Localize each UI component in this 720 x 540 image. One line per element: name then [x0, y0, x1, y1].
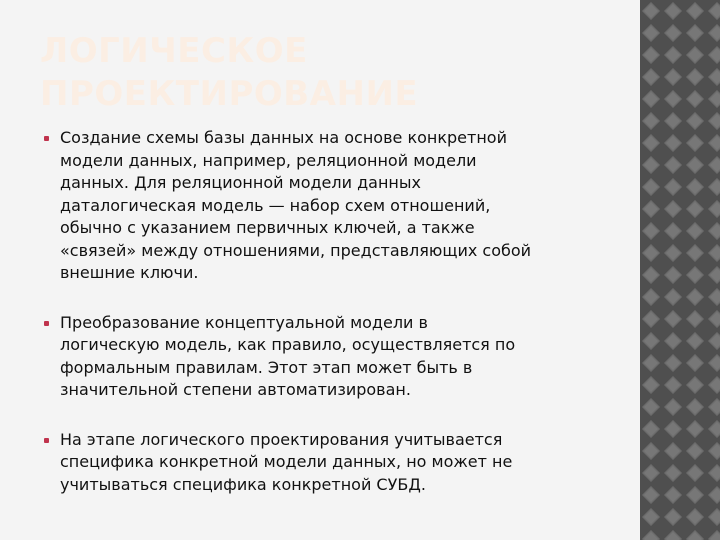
bullet-text-line: обычно с указанием первичных ключей, а также: [60, 218, 475, 237]
slide-title: [40, 30, 600, 116]
bullet-item: [44, 429, 604, 497]
bullet-text-line: значительной степени автоматизирован.: [60, 380, 411, 399]
slide-title-line: ЛОГИЧЕСКОЕ: [40, 31, 308, 71]
bullet-text-line: формальным правилам. Этот этап может быть в: [60, 357, 473, 377]
bullet-marker-icon: [44, 321, 49, 326]
bullet-list: [44, 127, 604, 523]
decorative-pattern-panel: [640, 0, 720, 540]
bullet-text-line: На этапе логического проектирования учитывается: [60, 429, 503, 449]
bullet-text: [60, 429, 604, 497]
bullet-item: [44, 127, 604, 285]
bullet-text-line: «связей» между отношениями, представляющих собой: [60, 240, 532, 260]
bullet-text-line: логическую модель, как правило, осуществляется по: [60, 335, 516, 354]
bullet-text-line: данных. Для реляционной модели данных: [60, 173, 421, 192]
bullet-text-line: учитываться специфика конкретной СУБД.: [60, 474, 426, 494]
bullet-text-line: Создание схемы базы данных на основе конкретной: [60, 128, 507, 147]
bullet-text-line: модели данных, например, реляционной модели: [60, 150, 477, 170]
bullet-item: [44, 312, 604, 402]
bullet-text-line: даталогическая модель — набор схем отношений,: [60, 195, 491, 215]
bullet-text: [60, 127, 604, 285]
bullet-text: [60, 312, 604, 402]
bullet-marker-icon: [44, 136, 49, 141]
bullet-text-line: Преобразование концептуальной модели в: [60, 312, 428, 332]
diamond-pattern-graphic: [640, 0, 720, 540]
slide-title-line: ПРОЕКТИРОВАНИЕ: [40, 74, 419, 114]
bullet-marker-icon: [44, 438, 49, 443]
bullet-text-line: внешние ключи.: [60, 263, 199, 282]
bullet-text-line: специфика конкретной модели данных, но может не: [60, 452, 513, 471]
